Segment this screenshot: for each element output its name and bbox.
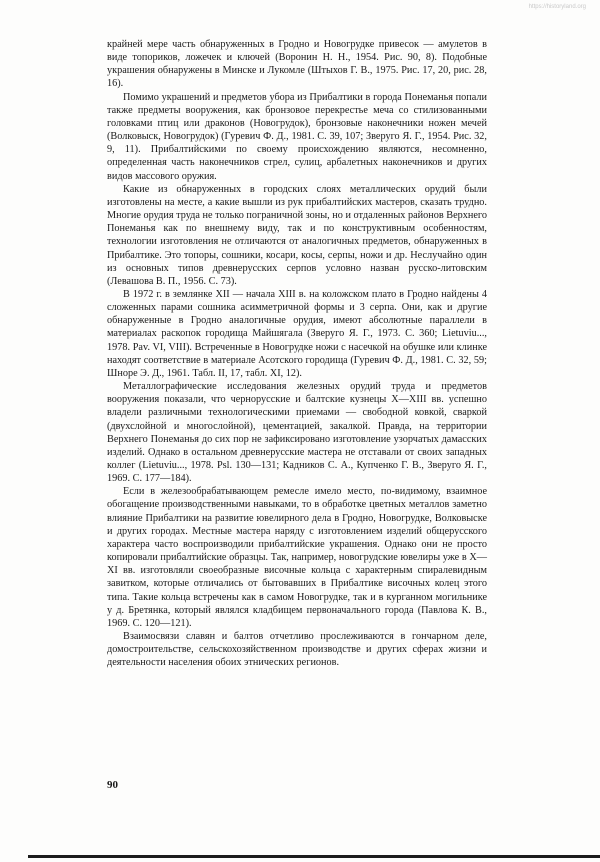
paragraph: крайней мере часть обнаруженных в Гродно и Новогрудке привесок — амулетов в виде топориков, ложечек и ключей (Воронин Н. Н., 1954. Рис. 90, 8). Подобные украшения обнаружены в Минске и Лукомле (Штыхов Г. В., 1975. Рис. 17, 20, рис. 28, 16).: [107, 39, 487, 90]
bottom-rule: [28, 855, 600, 858]
paragraph: Если в железообрабатывающем ремесле имело место, по-видимому, взаимное обогащение производственными навыками, то в обработке цветных металлов заметно влияние Прибалтики на развитие ювелирного дела в Гродно, Новогрудке, Волковыске и других городах. Местные мастера наряду с изготовлением изделий общерусского характера часто воспроизводили прибалтийские украшения. Однако они не просто копировали прибалтийские образцы. Так, например, новогрудские ювелиры уже в X—XI вв. изготовляли своеобразные височные кольца с характерным спиралевидным завитком, которые отличались от бытовавших в Прибалтике височных колец этого типа. Такие кольца встречены как в самом Новогрудке, так и в курганном могильнике у д. Бретянка, который являлся кладбищем первоначального города (Павлова К. В., 1969. С. 120—121).: [107, 486, 487, 629]
paragraph: Помимо украшений и предметов убора из Прибалтики в города Понеманья попали также предметы вооружения, как бронзовое перекрестье меча со стилизованными головками птиц или драконов (Новогрудок), бронзовые наконечники ножен мечей (Волковыск, Новогрудок) (Гуревич Ф. Д., 1981. С. 39, 107; Зверуго Я. Г., 1954. Рис. 32, 9, 11). Прибалтийскими по своему происхождению являются, несомненно, определенная часть наконечников стрел, сулиц, арбалетных наконечников и других видов массового оружия.: [107, 91, 487, 182]
paragraph: Взаимосвязи славян и балтов отчетливо прослеживаются в гончарном деле, домостроительстве, сельскохозяйственном производстве и других сферах жизни и деятельности населения обоих этнических регионов.: [107, 631, 487, 669]
paragraph: Какие из обнаруженных в городских слоях металлических орудий были изготовлены на месте, а какие вышли из рук прибалтийских мастеров, сказать трудно. Многие орудия труда не только пограничной зоны, но и отдаленных районов Верхнего Понеманья как по внешнему виду, так и по конструктивным особенностям, технологии изготовления не отличаются от аналогичных предметов, обнаруженных в Прибалтике. Это топоры, сошники, косари, косы, серпы, ножи и др. Неслучайно один из основных типов древнерусских серпов условно назван русско-литовским (Левашова В. П., 1956. С. 73).: [107, 183, 487, 287]
watermark: https://historyland.org: [528, 4, 586, 10]
body-text: [107, 38, 487, 670]
paragraph: В 1972 г. в землянке XII — начала XIII в. на коложском плато в Гродно найдены 4 сложенных парами сошника асимметричной формы и 3 серпа. Они, как и другие обнаруженные в Гродно аналогичные орудия, имеют абсолютные параллели в материалах раскопок городища Майшягала (Зверуго Я. Г., 1973. С. 360; Lietuviu..., 1978. Pav. VI, VIII). Встреченные в Новогрудке ножи с насечкой на обушке или клинке находят соответствие в материале Асотского городища (Гуревич Ф. Д., 1981. С. 32, 59; Шноре Э. Д., 1961. Табл. II, 17, табл. XI, 12).: [107, 288, 487, 379]
paragraph: Металлографические исследования железных орудий труда и предметов вооружения показали, что чернорусские и балтские кузнецы X—XIII вв. успешно владели различными технологическими приемами — свободной ковкой, сваркой (двухслойной и многослойной), цементацией, закалкой. Правда, на территории Верхнего Понеманья до сих пор не зафиксировано изготовление узорчатых дамасских изделий. Однако в остальном древнерусские мастера не отставали от своих западных коллег (Lietuviu..., 1978. Psl. 130—131; Кадников С. А., Купченко Г. В., Зверуго Я. Г., 1969. С. 177—184).: [107, 381, 487, 485]
page-number: 90: [107, 779, 118, 791]
